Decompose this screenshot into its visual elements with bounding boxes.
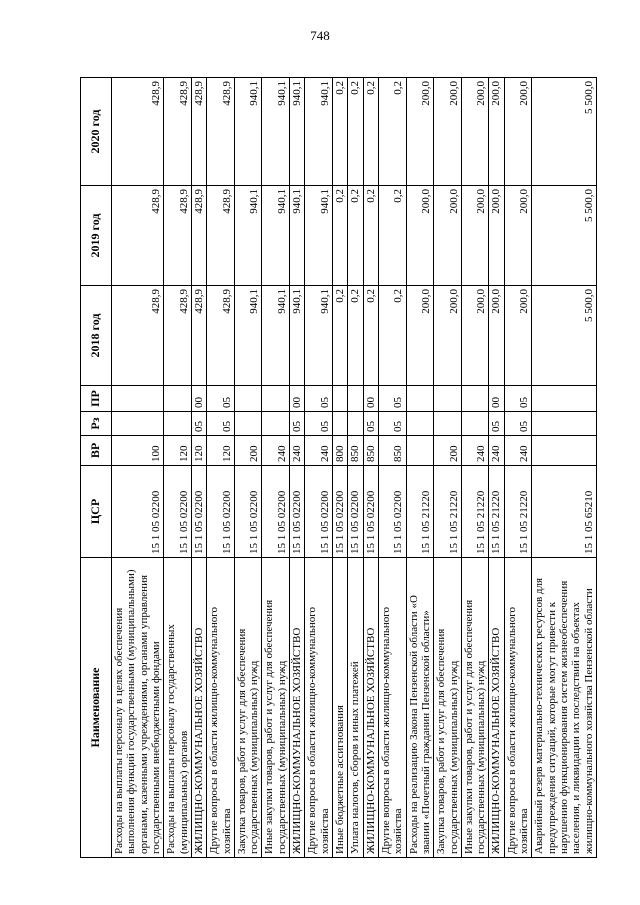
table-row <box>207 78 235 858</box>
cell-csr: 15 1 05 02200 <box>191 466 206 558</box>
cell-rz: 05 <box>504 412 532 436</box>
header-csr: ЦСР <box>81 466 112 558</box>
cell-name: Иные закупки товаров, работ и услуг для обеспечения государственных (муниципальных) нужд <box>461 558 489 858</box>
cell-2019: 200,0 <box>504 186 532 286</box>
cell-name: Уплата налогов, сборов и иных платежей <box>348 558 363 858</box>
cell-2020: 428,9 <box>207 78 235 186</box>
header-2020: 2020 год <box>81 78 112 186</box>
cell-2019: 428,9 <box>164 186 192 286</box>
cell-2019: 0,2 <box>348 186 363 286</box>
cell-name: Другие вопросы в области жилищно-коммунального хозяйства <box>207 558 235 858</box>
page-number: 748 <box>310 28 330 43</box>
cell-rz <box>333 412 348 436</box>
cell-name: ЖИЛИЩНО-КОММУНАЛЬНОЕ ХОЗЯЙСТВО <box>290 558 305 858</box>
table-row <box>290 78 305 858</box>
cell-pr: 05 <box>305 386 333 412</box>
cell-pr <box>461 386 489 412</box>
table-row <box>305 78 333 858</box>
cell-name: Иные закупки товаров, работ и услуг для обеспечения государственных (муниципальных) нужд <box>262 558 290 858</box>
cell-rz <box>112 412 164 436</box>
cell-csr: 15 1 05 21220 <box>406 466 434 558</box>
table-body <box>112 78 597 858</box>
cell-rz <box>348 412 363 436</box>
cell-vr: 240 <box>262 436 290 466</box>
cell-vr <box>532 436 597 466</box>
cell-vr: 120 <box>191 436 206 466</box>
header-2018: 2018 год <box>81 286 112 386</box>
table-row <box>406 78 434 858</box>
cell-csr: 15 1 05 02200 <box>305 466 333 558</box>
cell-2018: 428,9 <box>164 286 192 386</box>
table-row <box>504 78 532 858</box>
cell-csr: 15 1 05 02200 <box>234 466 262 558</box>
cell-vr: 240 <box>461 436 489 466</box>
cell-name: Закупка товаров, работ и услуг для обеспечения государственных (муниципальных) нужд <box>234 558 262 858</box>
cell-pr <box>164 386 192 412</box>
cell-vr: 240 <box>290 436 305 466</box>
cell-vr: 200 <box>234 436 262 466</box>
cell-2019: 940,1 <box>234 186 262 286</box>
cell-name: Аварийный резерв материально-технических ресурсов для предупреждения ситуаций, которые могут привести к нарушению функционирования систем жизнеобеспечения населения, и ликвидации их последствий на объектах жилищно-коммунального хозяйства Пензенской области <box>532 558 597 858</box>
table-row <box>348 78 363 858</box>
cell-2020: 200,0 <box>504 78 532 186</box>
cell-csr: 15 1 05 02200 <box>348 466 363 558</box>
cell-2020: 200,0 <box>406 78 434 186</box>
cell-rz: 05 <box>305 412 333 436</box>
cell-csr: 15 1 05 02200 <box>363 466 378 558</box>
cell-vr: 240 <box>504 436 532 466</box>
cell-pr: 00 <box>191 386 206 412</box>
table-row <box>112 78 164 858</box>
cell-2019: 940,1 <box>262 186 290 286</box>
cell-rz <box>461 412 489 436</box>
cell-name: ЖИЛИЩНО-КОММУНАЛЬНОЕ ХОЗЯЙСТВО <box>489 558 504 858</box>
cell-name: ЖИЛИЩНО-КОММУНАЛЬНОЕ ХОЗЯЙСТВО <box>191 558 206 858</box>
cell-name: Расходы на выплаты персоналу в целях обеспечения выполнения функций государственными (муниципальными) органами, казенными учреждениями, органами управления государственными внебюджетными фондами <box>112 558 164 858</box>
cell-2018: 200,0 <box>489 286 504 386</box>
cell-pr: 05 <box>504 386 532 412</box>
cell-2020: 0,2 <box>378 78 406 186</box>
table-row <box>489 78 504 858</box>
cell-2019: 0,2 <box>378 186 406 286</box>
cell-csr: 15 1 05 02200 <box>333 466 348 558</box>
cell-2020: 200,0 <box>461 78 489 186</box>
header-name: Наименование <box>81 558 112 858</box>
cell-2018: 940,1 <box>290 286 305 386</box>
table-row <box>363 78 378 858</box>
cell-name: Другие вопросы в области жилищно-коммунального хозяйства <box>504 558 532 858</box>
cell-vr: 240 <box>489 436 504 466</box>
cell-2020: 200,0 <box>489 78 504 186</box>
rotated-table-container <box>80 78 595 858</box>
cell-pr <box>333 386 348 412</box>
cell-2019: 428,9 <box>207 186 235 286</box>
cell-vr: 120 <box>207 436 235 466</box>
cell-csr: 15 1 05 02200 <box>164 466 192 558</box>
cell-pr: 05 <box>378 386 406 412</box>
cell-name: Другие вопросы в области жилищно-коммунального хозяйства <box>378 558 406 858</box>
cell-2018: 940,1 <box>234 286 262 386</box>
cell-rz <box>434 412 462 436</box>
cell-2020: 940,1 <box>234 78 262 186</box>
cell-2019: 428,9 <box>191 186 206 286</box>
cell-name: Иные бюджетные ассигнования <box>333 558 348 858</box>
table-row <box>434 78 462 858</box>
cell-rz <box>262 412 290 436</box>
cell-2019: 940,1 <box>305 186 333 286</box>
cell-vr: 850 <box>378 436 406 466</box>
cell-vr: 850 <box>348 436 363 466</box>
cell-rz <box>164 412 192 436</box>
cell-2020: 428,9 <box>112 78 164 186</box>
cell-vr: 850 <box>363 436 378 466</box>
cell-vr: 800 <box>333 436 348 466</box>
cell-csr: 15 1 05 02200 <box>378 466 406 558</box>
cell-pr <box>434 386 462 412</box>
table-header-row <box>81 78 112 858</box>
cell-2020: 0,2 <box>333 78 348 186</box>
table-row <box>234 78 262 858</box>
cell-pr: 05 <box>207 386 235 412</box>
cell-name: ЖИЛИЩНО-КОММУНАЛЬНОЕ ХОЗЯЙСТВО <box>363 558 378 858</box>
cell-pr <box>348 386 363 412</box>
cell-2018: 200,0 <box>504 286 532 386</box>
cell-vr: 200 <box>434 436 462 466</box>
cell-2019: 200,0 <box>489 186 504 286</box>
cell-2018: 940,1 <box>305 286 333 386</box>
cell-2020: 428,9 <box>191 78 206 186</box>
table-row <box>164 78 192 858</box>
cell-2018: 0,2 <box>378 286 406 386</box>
cell-csr: 15 1 05 02200 <box>290 466 305 558</box>
cell-name: Другие вопросы в области жилищно-коммунального хозяйства <box>305 558 333 858</box>
cell-rz <box>532 412 597 436</box>
budget-table <box>80 77 597 858</box>
cell-2020: 200,0 <box>434 78 462 186</box>
cell-2019: 200,0 <box>461 186 489 286</box>
cell-2019: 0,2 <box>333 186 348 286</box>
cell-2020: 5 500,0 <box>532 78 597 186</box>
cell-2019: 200,0 <box>406 186 434 286</box>
table-row <box>461 78 489 858</box>
cell-rz: 05 <box>378 412 406 436</box>
cell-pr <box>234 386 262 412</box>
cell-rz <box>234 412 262 436</box>
cell-2020: 940,1 <box>305 78 333 186</box>
cell-2018: 940,1 <box>262 286 290 386</box>
cell-name: Расходы на реализацию Закона Пензенской области «О звании «Почетный гражданин Пензенской области» <box>406 558 434 858</box>
cell-2018: 200,0 <box>434 286 462 386</box>
header-vr: ВР <box>81 436 112 466</box>
cell-2020: 428,9 <box>164 78 192 186</box>
header-2019: 2019 год <box>81 186 112 286</box>
cell-csr: 15 1 05 02200 <box>262 466 290 558</box>
cell-pr: 00 <box>363 386 378 412</box>
cell-rz: 05 <box>290 412 305 436</box>
cell-2018: 0,2 <box>348 286 363 386</box>
cell-pr <box>112 386 164 412</box>
cell-2020: 940,1 <box>290 78 305 186</box>
cell-csr: 15 1 05 65210 <box>532 466 597 558</box>
cell-2019: 0,2 <box>363 186 378 286</box>
cell-2018: 428,9 <box>112 286 164 386</box>
cell-rz: 05 <box>191 412 206 436</box>
header-rz: Рз <box>81 412 112 436</box>
cell-2020: 940,1 <box>262 78 290 186</box>
cell-pr: 00 <box>489 386 504 412</box>
cell-rz: 05 <box>207 412 235 436</box>
cell-csr: 15 1 05 21220 <box>461 466 489 558</box>
cell-rz: 05 <box>363 412 378 436</box>
table-row <box>191 78 206 858</box>
cell-2019: 428,9 <box>112 186 164 286</box>
cell-2020: 0,2 <box>348 78 363 186</box>
cell-2018: 428,9 <box>191 286 206 386</box>
cell-rz: 05 <box>489 412 504 436</box>
cell-name: Закупка товаров, работ и услуг для обеспечения государственных (муниципальных) нужд <box>434 558 462 858</box>
cell-csr: 15 1 05 21220 <box>489 466 504 558</box>
cell-2018: 428,9 <box>207 286 235 386</box>
cell-2018: 200,0 <box>406 286 434 386</box>
cell-vr: 100 <box>112 436 164 466</box>
cell-name: Расходы на выплаты персоналу государственных (муниципальных) органов <box>164 558 192 858</box>
cell-csr: 15 1 05 02200 <box>207 466 235 558</box>
cell-pr <box>532 386 597 412</box>
cell-rz <box>406 412 434 436</box>
cell-2018: 5 500,0 <box>532 286 597 386</box>
table-row <box>333 78 348 858</box>
cell-2019: 200,0 <box>434 186 462 286</box>
cell-2018: 200,0 <box>461 286 489 386</box>
cell-2018: 0,2 <box>333 286 348 386</box>
cell-pr <box>406 386 434 412</box>
cell-vr: 240 <box>305 436 333 466</box>
cell-csr: 15 1 05 21220 <box>504 466 532 558</box>
table-row <box>378 78 406 858</box>
cell-2018: 0,2 <box>363 286 378 386</box>
cell-vr: 120 <box>164 436 192 466</box>
cell-csr: 15 1 05 21220 <box>434 466 462 558</box>
cell-csr: 15 1 05 02200 <box>112 466 164 558</box>
header-pr: ПР <box>81 386 112 412</box>
table-row <box>532 78 597 858</box>
cell-2019: 5 500,0 <box>532 186 597 286</box>
cell-pr: 00 <box>290 386 305 412</box>
cell-2020: 0,2 <box>363 78 378 186</box>
cell-vr <box>406 436 434 466</box>
cell-pr <box>262 386 290 412</box>
cell-2019: 940,1 <box>290 186 305 286</box>
table-row <box>262 78 290 858</box>
